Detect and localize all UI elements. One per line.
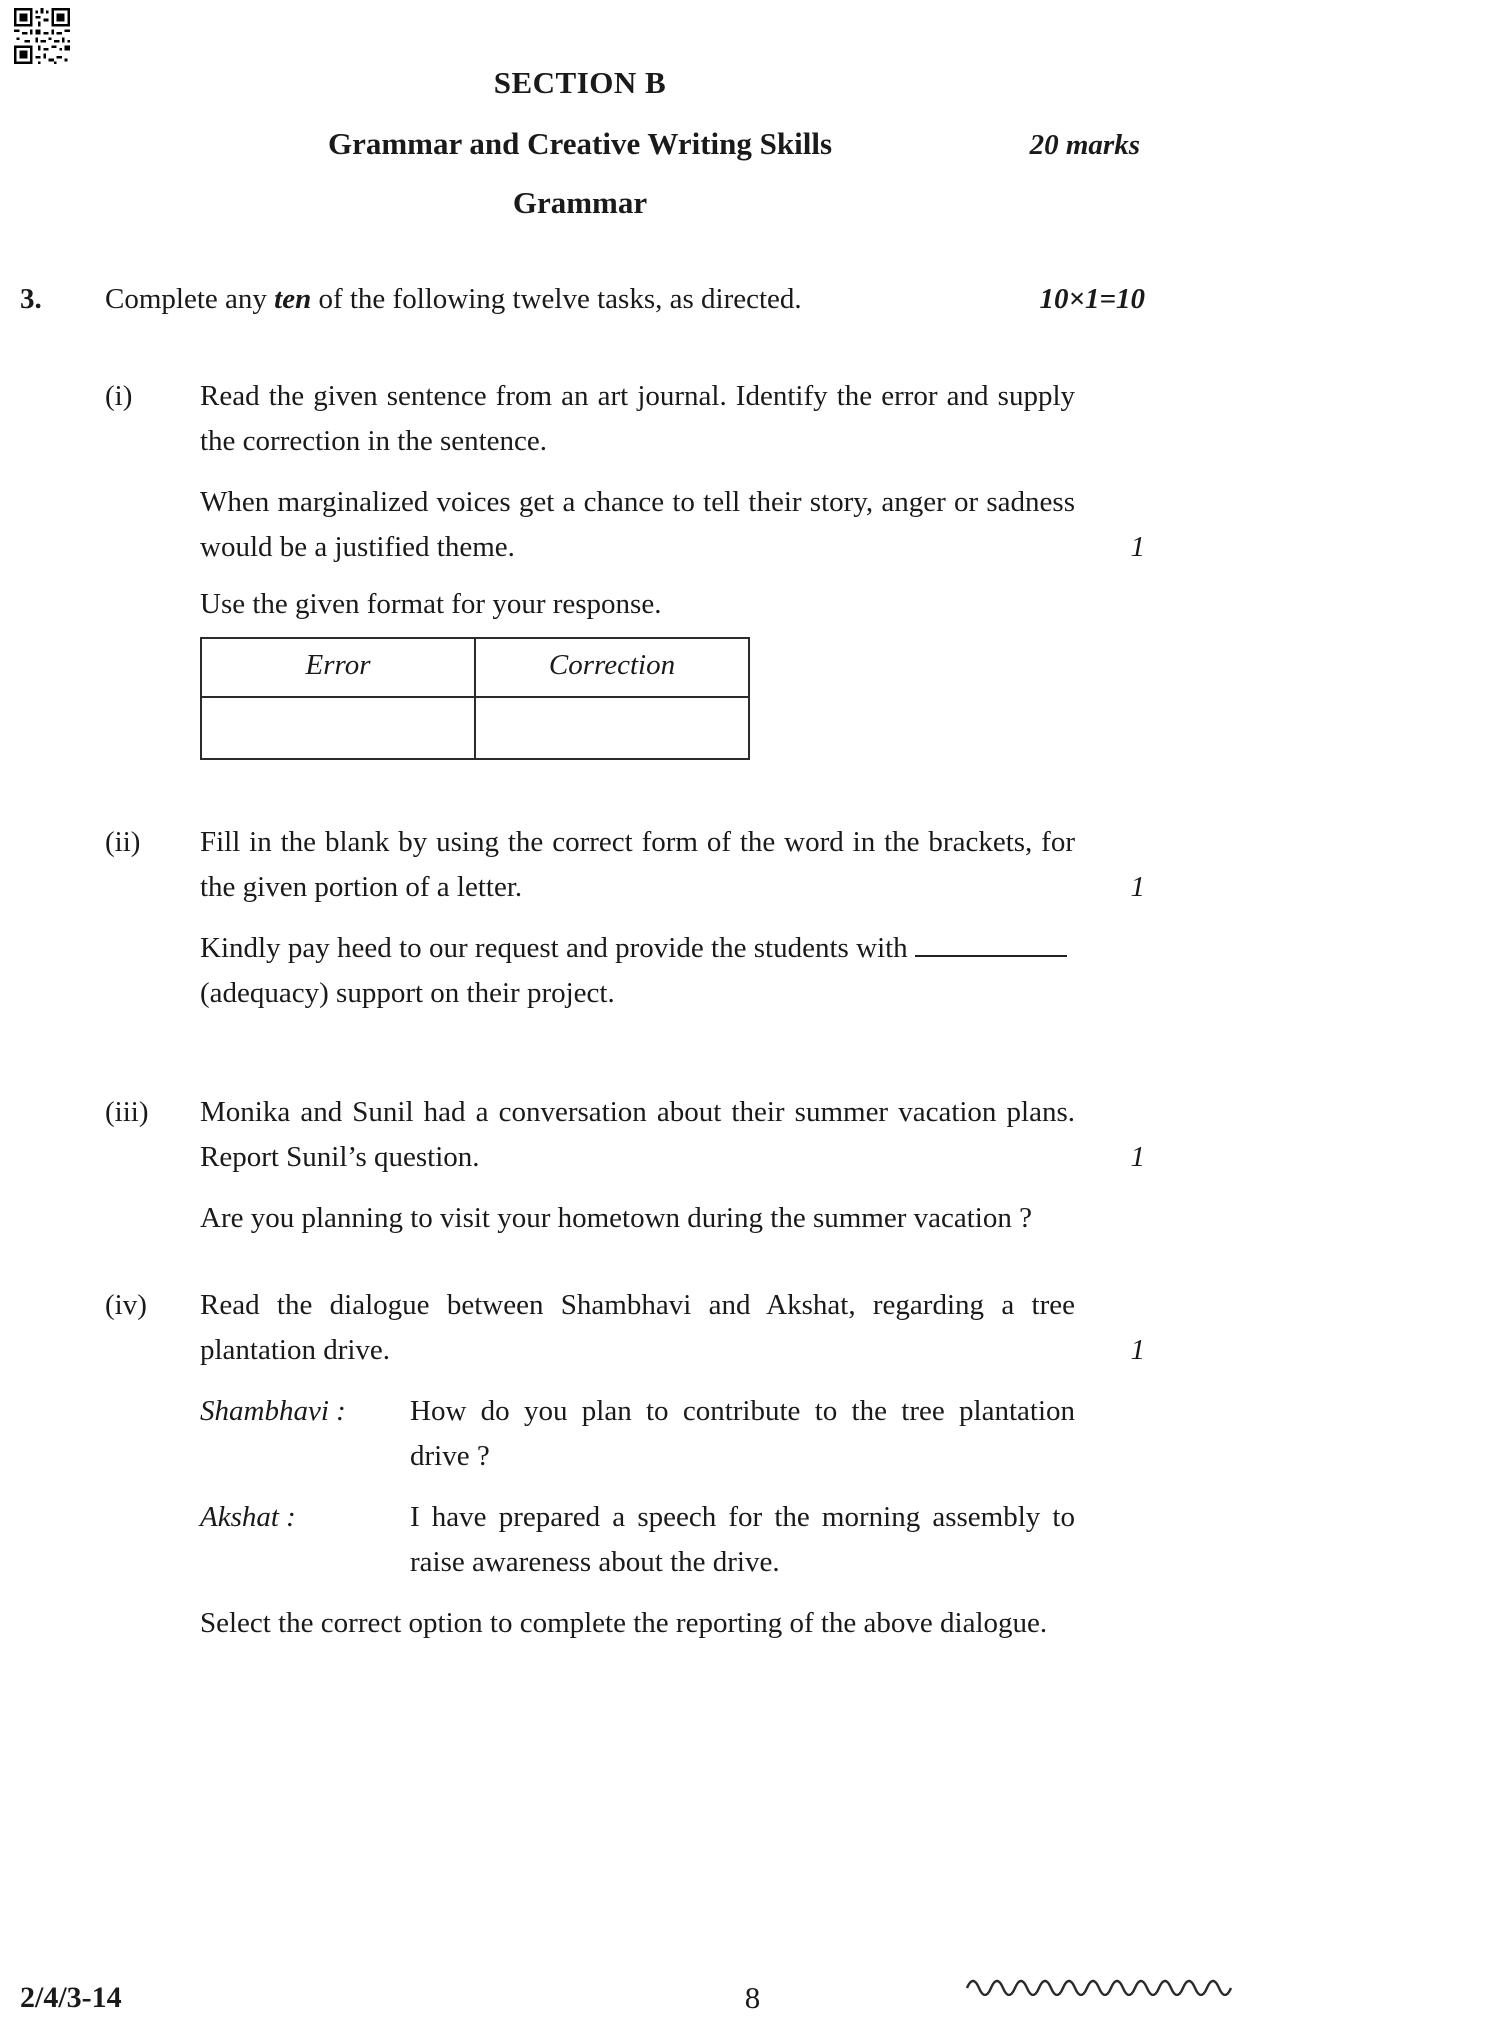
paper-code: 2/4/3-14 bbox=[20, 1981, 122, 2014]
answer-blank bbox=[915, 926, 1067, 957]
dialogue-line: How do you plan to contribute to the tree plantation drive ? bbox=[410, 1395, 1075, 1472]
total-marks: 20 marks bbox=[1029, 129, 1140, 161]
item-prompt: Read the dialogue between Shambhavi and Akshat, regarding a tree plantation drive. bbox=[200, 1289, 1075, 1366]
item-iv bbox=[105, 1283, 1160, 1646]
item-passage bbox=[200, 926, 1075, 1016]
question-3-intro bbox=[0, 277, 1145, 322]
item-iii bbox=[105, 1090, 1160, 1241]
table-empty-cell-correction bbox=[475, 697, 749, 759]
question-text-pre: Complete any bbox=[105, 283, 275, 315]
passage-after-blank: (adequacy) support on their project. bbox=[200, 977, 615, 1009]
item-label: (iii) bbox=[105, 1096, 149, 1128]
mark-value: 1 bbox=[1130, 1141, 1145, 1173]
grammar-subtitle: Grammar bbox=[512, 185, 648, 220]
item-label: (ii) bbox=[105, 826, 141, 858]
item-label: (iv) bbox=[105, 1289, 147, 1321]
item-passage: Are you planning to visit your hometown during the summer vacation ? bbox=[200, 1202, 1032, 1234]
item-label: (i) bbox=[105, 380, 133, 412]
item-ii bbox=[105, 820, 1160, 1016]
page-footer bbox=[0, 1972, 1505, 2020]
question-text-post: of the following twelve tasks, as directed. bbox=[311, 283, 802, 315]
table-header-correction: Correction bbox=[475, 638, 749, 697]
table-header-error: Error bbox=[201, 638, 475, 697]
scribble-mark bbox=[965, 1965, 1235, 2010]
item-passage: When marginalized voices get a chance to tell their story, anger or sadness would be a justified theme. bbox=[200, 486, 1075, 563]
paper-title: Grammar and Creative Writing Skills bbox=[327, 126, 833, 161]
mark-value: 1 bbox=[1130, 871, 1145, 903]
error-correction-table bbox=[200, 637, 750, 760]
item-i bbox=[105, 374, 1160, 760]
mark-value: 1 bbox=[1130, 1334, 1145, 1366]
item-prompt: Fill in the blank by using the correct form of the word in the brackets, for the given portion of a letter. bbox=[200, 826, 1075, 903]
question-text-emphasis: ten bbox=[274, 283, 312, 315]
dialogue-line: I have prepared a speech for the morning assembly to raise awareness about the drive. bbox=[410, 1501, 1075, 1578]
dialogue-row bbox=[200, 1495, 1075, 1585]
question-marks: 10×1=10 bbox=[1039, 283, 1145, 315]
table-empty-cell-error bbox=[201, 697, 475, 759]
item-closing: Select the correct option to complete the reporting of the above dialogue. bbox=[200, 1607, 1048, 1639]
passage-before-blank: Kindly pay heed to our request and provide the students with bbox=[200, 932, 908, 964]
page-header bbox=[0, 0, 1160, 225]
mark-value: 1 bbox=[1130, 531, 1145, 563]
dialogue-row bbox=[200, 1389, 1075, 1479]
question-number: 3. bbox=[20, 283, 42, 315]
speaker-name: Akshat : bbox=[200, 1501, 296, 1533]
item-prompt: Monika and Sunil had a conversation about their summer vacation plans. Report Sunil’s question. bbox=[200, 1096, 1075, 1173]
format-note: Use the given format for your response. bbox=[200, 588, 662, 620]
page-number: 8 bbox=[744, 1980, 761, 2015]
question-text bbox=[105, 277, 1019, 322]
speaker-name: Shambhavi : bbox=[200, 1395, 346, 1427]
item-prompt: Read the given sentence from an art journal. Identify the error and supply the correction in the sentence. bbox=[200, 380, 1075, 457]
section-title: SECTION B bbox=[493, 65, 667, 100]
